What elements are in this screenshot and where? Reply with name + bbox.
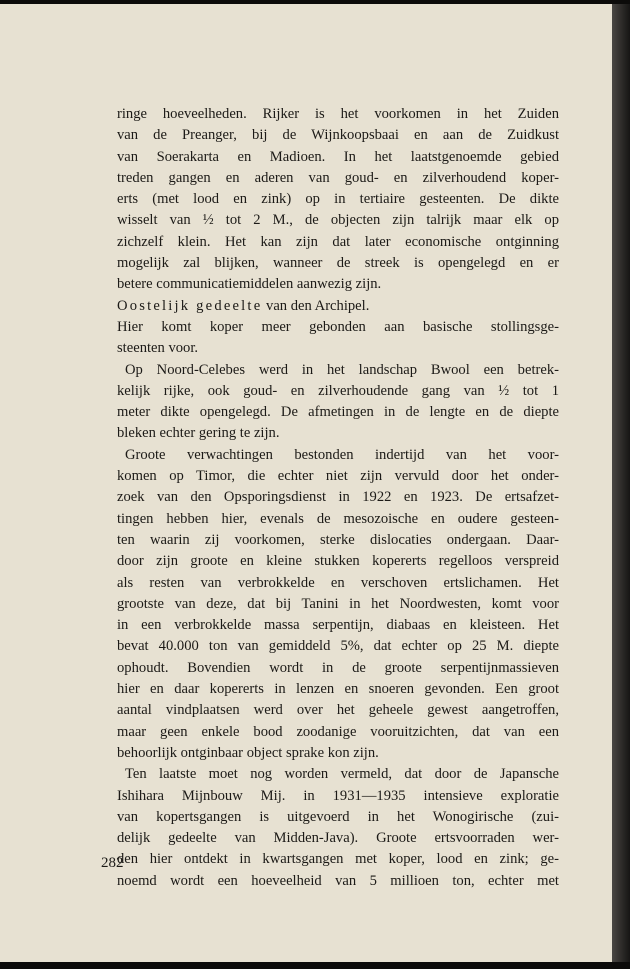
text-line: Op Noord-Celebes werd in het landschap Bwool een betrek- [125,361,559,378]
text-line: Ishihara Mijnbouw Mij. in 1931—1935 intensieve exploratie [117,787,559,804]
text-line: van kopertsgangen is uitgevoerd in het Wonogirische (zui- [117,808,559,825]
book-spine [612,4,630,962]
text-line: maar geen enkele bood zoodanige vooruitzichten, dat van een [117,723,559,740]
text-line: steenten voor. [117,340,199,357]
text-line: van de Preanger, bij de Wijnkoopsbaai en aan de Zuidkust [117,127,559,144]
text-line: zichzelf klein. Het kan zijn dat later economische ontginning [117,233,559,250]
text-line: bevat 40.000 ton van gemiddeld 5%, dat echter op 25 M. diepte [117,638,559,655]
section-heading-rest: van den Archipel. [262,297,370,314]
text-line: ophoudt. Bovendien wordt in de groote serpentijnmassieven [117,659,559,676]
text-line: wisselt van ½ tot 2 M., de objecten zijn talrijk maar elk op [117,212,559,229]
text-line: behoorlijk ontginbaar object sprake kon zijn. [117,744,379,761]
paragraph-3 [117,360,559,445]
paragraph-1 [117,104,559,296]
text-line: door zijn groote en kleine stukken kopererts regelloos verspreid [117,553,559,570]
text-line: erts (met lood en zink) op in tertiaire gesteenten. De dikte [117,191,559,208]
text-line: aantal vindplaatsen werd over het geheele gewest aangetroffen, [117,702,559,719]
text-line: den hier ontdekt in kwartsgangen met koper, lood en zink; ge- [117,851,559,868]
text-line: meter dikte opengelegd. De afmetingen in de lengte en de diepte [117,404,559,421]
text-line: betere communicatiemiddelen aanwezig zijn. [117,276,382,293]
section-heading [117,296,559,317]
text-line: als resten van verbrokkelde en verschoven ertslichamen. Het [117,574,559,591]
text-line: komen op Timor, die echter niet zijn vervuld door het onder- [117,468,559,485]
text-line: bleken echter gering te zijn. [117,425,280,442]
text-line: ten waarin zij voorkomen, sterke dislocaties ondergaan. Daar- [117,531,559,548]
paragraph-5 [117,764,559,892]
page-number: 282 [101,855,124,871]
text-line: ringe hoeveelheden. Rijker is het voorkomen in het Zuiden [117,106,559,122]
text-line: treden gangen en aderen van goud- en zilverhoudend koper- [117,169,559,186]
text-line: Groote verwachtingen bestonden indertijd van het voor- [125,446,559,463]
text-line: Ten laatste moet nog worden vermeld, dat door de Japansche [125,766,559,783]
text-line: delijk gedeelte van Midden-Java). Groote ertsvoorraden wer- [117,830,559,847]
text-line: Hier komt koper meer gebonden aan basische stollingsge- [117,318,559,335]
paragraph-2 [117,317,559,360]
text-line: zoek van den Opsporingsdienst in 1922 en 1923. De ertsafzet- [117,489,559,506]
section-heading-spaced: Oostelijk gedeelte [117,297,263,314]
paragraph-4 [117,445,559,764]
text-line: van Soerakarta en Madioen. In het laatstgenoemde gebied [117,148,559,165]
text-line: mogelijk zal blijken, wanneer de streek is opengelegd en er [117,255,559,272]
text-line: tingen hebben hier, evenals de mesozoische en oudere gesteen- [117,510,559,527]
text-line: hier en daar kopererts in lenzen en snoeren gevonden. Een groot [117,681,559,698]
text-line: grootste van deze, dat bij Tanini in het Noordwesten, komt voor [117,595,559,612]
body-text [117,104,559,892]
text-line: in een verbrokkelde massa serpentijn, diabaas en kleisteen. Het [117,617,559,634]
text-line: noemd wordt een hoeveelheid van 5 millioen ton, echter met [117,872,559,889]
text-line: kelijk rijke, ook goud- en zilverhoudende gang van ½ tot 1 [117,382,559,399]
